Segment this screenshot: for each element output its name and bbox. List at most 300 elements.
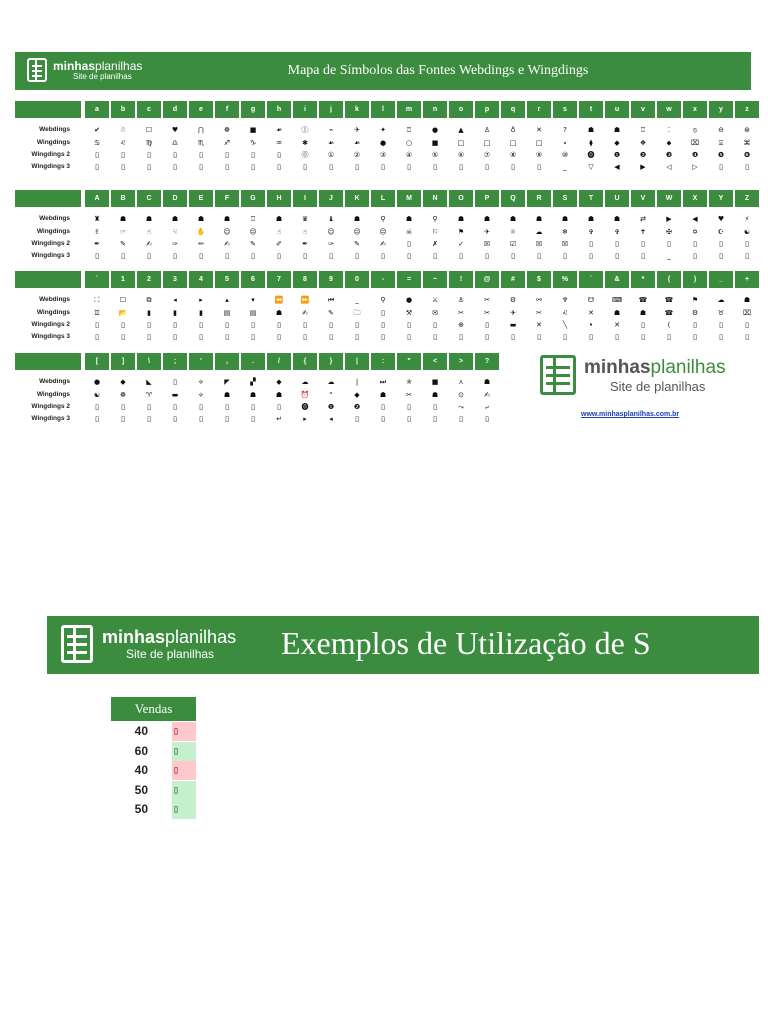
glyph-cell: ⑤ [431,151,439,159]
glyph-cell: ✈ [354,126,360,134]
glyph-cell: ⤳ [458,403,464,411]
glyph-cell: ▯ [121,333,125,341]
glyph-cell: ▯ [693,333,697,341]
glyph-cell: ■ [431,378,439,386]
glyph-cell: ☋ [587,296,595,304]
glyph-cell: ▯ [329,163,333,171]
glyph-cell: ⋂ [198,126,204,134]
glyph-cell: ⚓ [457,296,465,304]
key-header: f [215,101,239,118]
glyph-cell: ⇄ [640,215,646,223]
header-label-cell [15,271,81,288]
glyph-cell: ▯ [173,151,177,159]
glyph-cell: ▯ [381,252,385,260]
glyph-cell: ⁚ [667,126,671,134]
glyph-cell: ▯ [459,163,463,171]
page-title: Mapa de Símbolos das Fontes Webdings e Wingdings [287,63,589,78]
glyph-cell: ▯ [589,252,593,260]
key-header: & [605,271,629,288]
glyph-cell: ☐ [145,126,153,134]
glyph-cell: ⊖ [718,126,724,134]
glyph-cell: ▯ [173,321,177,329]
header-label-cell [15,101,81,118]
glyph-cell: ⚲ [432,215,438,223]
glyph-cell: ⍞ [406,126,412,134]
glyph-cell: ▯ [407,333,411,341]
glyph-cell: ▯ [355,163,359,171]
glyph-cell: ❄ [562,228,568,236]
glyph-cell: ⟡ [198,378,204,386]
glyph-cell: ☟ [172,228,178,236]
font-name: Webdings [39,296,70,303]
key-header: F [215,190,239,207]
key-header: l [371,101,395,118]
font-name: Webdings [39,215,70,222]
glyph-cell: ☗ [535,215,543,223]
glyph-cell: ▯ [641,252,645,260]
glyph-cell: ▯ [121,163,125,171]
glyph-cell: ▯ [355,321,359,329]
glyph-cell: ▯ [95,321,99,329]
glyph-cell: ✑ [172,240,178,248]
glyph-cell: ☙ [275,126,283,134]
glyph-cell: ? [563,126,567,134]
glyph-cell: ▯ [537,163,541,171]
glyph-cell: ☗ [587,126,595,134]
glyph-cell: ⚒ [405,309,413,317]
glyph-cell: □ [535,139,543,147]
glyph-cell: ▯ [199,163,203,171]
glyph-cell: ▶ [640,163,646,171]
key-header: ! [449,271,473,288]
glyph-cell: ▬ [171,391,179,399]
key-header: ~ [423,271,447,288]
sales-header: Vendas [111,697,196,721]
brand-tagline: Site de planilhas [73,71,132,81]
glyph-cell: “ [329,391,333,399]
font-name: Wingdings 2 [31,240,70,247]
spreadsheet-icon [540,355,576,395]
glyph-cell: ▯ [147,403,151,411]
glyph-cell: ⧉ [146,296,152,304]
glyph-cell: ☁ [717,296,725,304]
key-header: T [579,190,603,207]
glyph-cell: ✎ [120,240,126,248]
glyph-cell: ✒ [94,240,100,248]
font-name: Wingdings 2 [31,151,70,158]
glyph-cell: ▯ [433,403,437,411]
glyph-cell: ☗ [431,391,439,399]
glyph-cell: ☗ [405,215,413,223]
glyph-cell: ☒ [561,240,569,248]
glyph-cell: ✑ [328,240,334,248]
key-header: 5 [215,271,239,288]
glyph-cell: ▯ [745,252,749,260]
glyph-cell: ▤ [249,309,257,317]
glyph-cell: ▯ [199,415,203,423]
glyph-cell: ▯ [719,240,723,248]
sales-row [111,800,196,819]
glyph-cell: ▯ [329,252,333,260]
glyph-cell: ☸ [119,391,127,399]
glyph-cell: ○ [405,139,413,147]
glyph-cell: ✔ [94,126,100,134]
glyph-cell: ▯ [225,151,229,159]
glyph-cell: ☗ [275,391,283,399]
glyph-cell: ◣ [146,378,152,386]
key-header: q [501,101,525,118]
glyph-cell: ▾ [251,296,255,304]
glyph-cell: ▯ [277,403,281,411]
glyph-cell: ▯ [407,240,411,248]
glyph-cell: ▯ [277,252,281,260]
glyph-cell: ✍ [224,240,230,248]
glyph-cell: ▯ [95,403,99,411]
glyph-cell: ▸ [199,296,203,304]
key-header: x [683,101,707,118]
glyph-cell: ▯ [225,321,229,329]
glyph-cell: ⛶ [94,296,100,304]
glyph-cell: ▯ [95,252,99,260]
glyph-cell: ✈ [510,309,516,317]
glyph-cell: ▯ [719,321,723,329]
key-header: r [527,101,551,118]
top-banner [15,52,751,90]
glyph-cell: ▯ [199,333,203,341]
glyph-cell: ☠ [405,228,413,236]
key-header: g [241,101,265,118]
glyph-cell: ♝ [327,215,335,223]
glyph-cell: ▯ [563,333,567,341]
glyph-cell: ☎ [664,296,674,304]
trend-down-symbol: ▯ [172,722,196,741]
glyph-cell: ■ [431,139,439,147]
glyph-cell: ✱ [302,139,308,147]
header-label-cell [15,190,81,207]
font-name: Wingdings [36,139,70,146]
glyph-cell: ▯ [433,252,437,260]
glyph-cell: ♐ [223,139,231,147]
glyph-cell: ♖ [249,215,257,223]
glyph-cell: ☝ [276,228,282,236]
glyph-cell: ▯ [537,333,541,341]
key-header: M [397,190,421,207]
glyph-cell: ▯ [693,321,697,329]
glyph-cell: ◁ [666,163,672,171]
key-header: u [605,101,629,118]
glyph-cell: ▯ [173,403,177,411]
glyph-cell: ▯ [173,252,177,260]
glyph-cell: ☙ [327,139,335,147]
glyph-cell: ⚑ [691,296,699,304]
key-header: t [579,101,603,118]
glyph-cell: ▯ [615,240,619,248]
glyph-cell: ✗ [432,240,438,248]
glyph-cell: ② [353,151,361,159]
key-header: # [501,271,525,288]
glyph-cell: ♆ [561,296,569,304]
glyph-cell: Ⓘ [301,126,309,134]
glyph-cell: ① [327,151,335,159]
sales-row [111,722,196,741]
glyph-cell: ☐ [119,296,127,304]
key-header: " [397,353,421,370]
glyph-cell: • [588,321,594,329]
glyph-cell: ✎ [250,240,256,248]
glyph-cell: ☗ [353,215,361,223]
glyph-cell: ▯ [277,163,281,171]
glyph-cell: ▯ [407,321,411,329]
sales-value: 60 [134,743,148,758]
glyph-cell: ▯ [355,415,359,423]
glyph-cell: ▯ [173,333,177,341]
glyph-cell: ▯ [277,333,281,341]
glyph-cell: ☒ [483,240,491,248]
glyph-cell: ⌧ [742,309,752,317]
key-header: Y [709,190,733,207]
glyph-cell: ☗ [119,215,127,223]
glyph-cell: ☼ [509,228,517,236]
glyph-cell: ▯ [147,252,151,260]
glyph-cell: ☎ [638,296,648,304]
key-header: Q [501,190,525,207]
glyph-cell: ▯ [433,333,437,341]
glyph-cell: | [355,378,359,386]
glyph-cell: ❶ [613,151,621,159]
glyph-cell: ✂ [484,309,490,317]
glyph-cell: ☹ [249,228,257,236]
key-header: J [319,190,343,207]
key-header: d [163,101,187,118]
glyph-cell: ♑ [249,139,257,147]
glyph-cell: ☗ [613,126,621,134]
glyph-cell: ♥ [171,126,179,134]
key-header: : [371,353,395,370]
glyph-cell: ♌ [119,139,127,147]
glyph-cell: ⓿ [301,403,309,411]
key-header: L [371,190,395,207]
key-header: B [111,190,135,207]
glyph-cell: ▯ [381,333,385,341]
glyph-cell: ♥ [717,215,725,223]
glyph-cell: ⌧ [690,139,700,147]
glyph-cell: ⬩ [563,139,567,147]
glyph-cell: ▯ [381,415,385,423]
key-header: * [631,271,655,288]
glyph-cell: ✡ [692,228,698,236]
glyph-cell: ● [93,378,101,386]
glyph-cell: ▯ [511,163,515,171]
glyph-cell: ☃ [119,126,127,134]
key-header: ` [85,271,109,288]
key-header: y [709,101,733,118]
key-header: n [423,101,447,118]
glyph-cell: ✕ [588,309,594,317]
glyph-cell: ❷ [639,151,647,159]
glyph-cell: ✉ [432,309,438,317]
brand-name: minhasplanilhas [53,58,143,73]
glyph-cell: ▯ [433,321,437,329]
glyph-cell: ☗ [561,215,569,223]
glyph-cell: ◆ [614,139,620,147]
glyph-cell: ▽ [588,163,594,171]
glyph-cell: ▯ [121,321,125,329]
glyph-cell: ▯ [381,403,385,411]
glyph-cell: ✝ [640,228,646,236]
key-header: X [683,190,707,207]
glyph-cell: ▯ [511,252,515,260]
glyph-cell: ▯ [407,415,411,423]
font-name: Webdings [39,378,70,385]
glyph-cell: ⚯ [536,296,542,304]
glyph-cell: ✏ [198,240,204,248]
glyph-cell: ☙ [353,139,361,147]
glyph-cell: ⑨ [535,151,543,159]
key-header: [ [85,353,109,370]
glyph-cell: ♌ [561,309,569,317]
glyph-cell: ▯ [121,252,125,260]
glyph-cell: ⏮ [327,296,335,304]
glyph-cell: ⌘ [743,139,751,147]
key-header: ( [657,271,681,288]
glyph-cell: ◤ [224,378,230,386]
key-header: | [345,353,369,370]
glyph-cell: ◆ [354,391,360,399]
glyph-cell: □ [457,139,465,147]
glyph-cell: ✕ [536,321,542,329]
font-name: Wingdings 2 [31,403,70,410]
website-link[interactable]: www.minhasplanilhas.com.br [581,411,680,418]
glyph-cell: ▯ [355,252,359,260]
key-header: 4 [189,271,213,288]
glyph-cell: ☗ [145,215,153,223]
glyph-cell: ✕ [536,126,542,134]
glyph-cell: ▯ [303,163,307,171]
glyph-cell: ☗ [509,215,517,223]
glyph-cell: ▯ [641,321,645,329]
sales-value: 50 [134,802,148,816]
key-header: 6 [241,271,265,288]
glyph-cell: ▯ [251,151,255,159]
glyph-cell: ☗ [171,215,179,223]
glyph-cell: ■ [249,126,257,134]
glyph-cell: ❖ [639,139,647,147]
brand-name: minhasplanilhas [584,356,726,378]
glyph-cell: ☁ [535,228,543,236]
glyph-cell: ● [405,296,413,304]
glyph-cell: ✞ [588,228,594,236]
font-name: Wingdings 3 [31,415,70,422]
glyph-cell: ✒ [302,240,308,248]
glyph-cell: ☗ [249,391,257,399]
key-header: / [267,353,291,370]
key-header: S [553,190,577,207]
glyph-cell: ▯ [95,151,99,159]
glyph-cell: ✯ [406,378,412,386]
glyph-cell: ▯ [745,240,749,248]
glyph-cell: ▷ [692,163,698,171]
glyph-cell: ✌ [94,228,100,236]
brand-logo-large [540,355,726,395]
key-header: ? [475,353,499,370]
glyph-cell: ▯ [511,333,515,341]
key-header: G [241,190,265,207]
glyph-cell: ❶ [327,403,335,411]
key-header: k [345,101,369,118]
glyph-cell: ▞ [250,378,256,386]
glyph-cell: ▯ [563,252,567,260]
glyph-cell: ▯ [667,240,671,248]
glyph-cell: ▴ [225,296,229,304]
key-header: b [111,101,135,118]
key-header: e [189,101,213,118]
glyph-cell: ▯ [433,163,437,171]
key-header: 8 [293,271,317,288]
key-header: a [85,101,109,118]
glyph-cell: ☎ [664,309,674,317]
brand-tagline: Site de planilhas [126,647,215,661]
glyph-cell: ⚐ [431,228,439,236]
key-header: @ [475,271,499,288]
glyph-cell: ⊛ [744,126,750,134]
glyph-cell: ❸ [665,151,673,159]
key-header: , [215,353,239,370]
glyph-cell: □ [509,139,517,147]
glyph-cell: ✋ [196,228,206,236]
glyph-cell: ▯ [485,333,489,341]
key-header: 3 [163,271,187,288]
glyph-cell: ❺ [717,151,725,159]
glyph-cell: ♏ [197,139,205,147]
key-header: I [293,190,317,207]
glyph-cell: ▯ [303,252,307,260]
glyph-cell: ↵ [276,415,282,423]
glyph-cell: ☗ [275,215,283,223]
glyph-cell: ( [667,321,671,329]
glyph-cell: _ [355,296,359,304]
key-header: ; [163,353,187,370]
glyph-cell: ▯ [459,415,463,423]
glyph-cell: ✂ [484,296,490,304]
glyph-cell: ♎ [171,139,179,147]
key-header: ¨ [579,271,603,288]
glyph-cell: ▯ [485,321,489,329]
glyph-cell: ▯ [95,163,99,171]
key-header: K [345,190,369,207]
glyph-cell: ❹ [691,151,699,159]
sales-row [111,781,196,800]
glyph-cell: ⟡ [198,391,204,399]
glyph-cell: ▯ [225,163,229,171]
glyph-cell: ③ [379,151,387,159]
glyph-cell: ☁ [301,378,309,386]
glyph-cell: ▯ [147,415,151,423]
glyph-cell: ☗ [743,296,751,304]
glyph-cell: ▯ [225,252,229,260]
glyph-cell: ▲ [458,126,464,134]
glyph-cell: ⧫ [589,139,593,147]
glyph-cell: ▯ [745,333,749,341]
glyph-cell: ◆ [276,378,282,386]
glyph-cell: ☗ [613,215,621,223]
glyph-cell: 📂 [118,309,128,317]
glyph-cell: ▯ [147,151,151,159]
examples-title: Exemplos de Utilização de S [281,625,651,661]
glyph-cell: ▯ [147,321,151,329]
glyph-cell: ▯ [251,403,255,411]
glyph-cell: ✍ [380,240,386,248]
glyph-cell: ▯ [199,403,203,411]
